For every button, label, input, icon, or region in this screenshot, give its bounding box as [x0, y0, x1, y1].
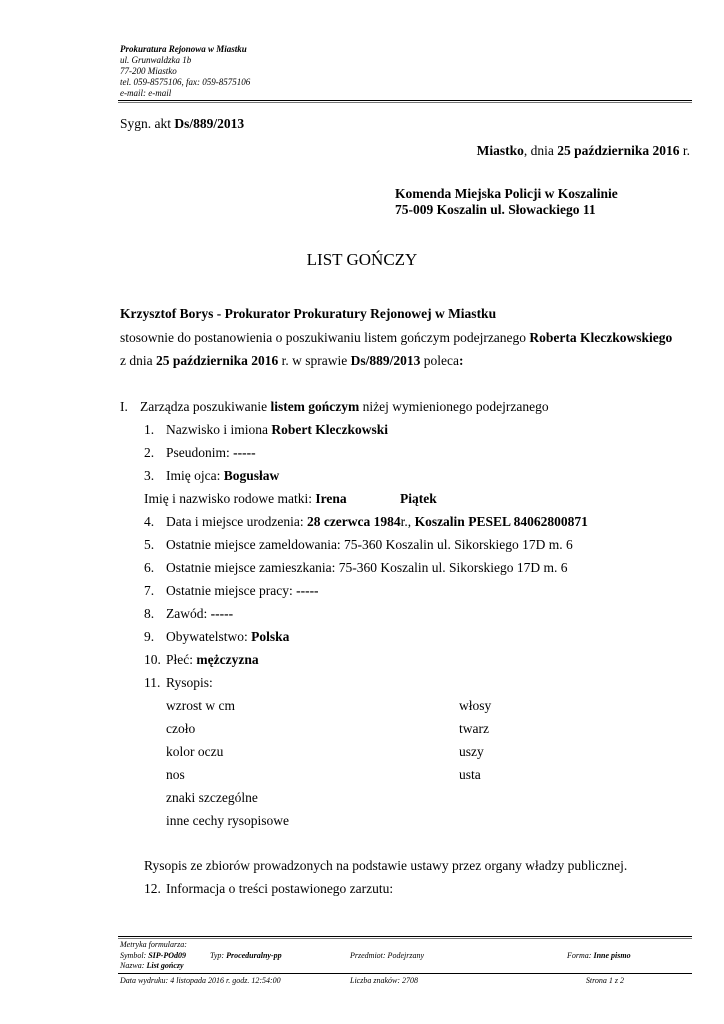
item-12: Informacja o treści postawionego zarzutu: — [166, 881, 394, 896]
section-1-text-a: Zarządza poszukiwanie — [140, 399, 271, 414]
footer-type — [210, 951, 282, 961]
footer-name-label: Nazwa: — [120, 961, 147, 970]
item-2-number: 2. — [144, 445, 155, 460]
mother-name-label: Imię i nazwisko rodowe matki: — [144, 491, 316, 506]
footer-char-count: Liczba znaków: 2708 — [350, 976, 418, 985]
office-email: e-mail: e-mail — [120, 88, 172, 98]
item-10-number: 10. — [144, 652, 161, 667]
rysopis-usta: usta — [459, 767, 481, 782]
item-5-number: 5. — [144, 537, 155, 552]
footer-subject: Przedmiot: Podejrzany — [350, 951, 424, 960]
section-1-text-c: niżej wymienionego podejrzanego — [359, 399, 549, 414]
date-sep: , dnia — [523, 143, 558, 158]
item-4-label: Data i miejsce urodzenia: — [166, 514, 307, 529]
footer-divider-2 — [118, 973, 692, 974]
date-value: 25 października 2016 — [557, 143, 680, 158]
item-1 — [166, 422, 388, 438]
item-9-label: Obywatelstwo: — [166, 629, 252, 644]
intro-line3-c: r. w sprawie — [278, 353, 351, 368]
item-6-number: 6. — [144, 560, 155, 575]
intro-line3 — [120, 353, 464, 369]
office-header — [120, 44, 250, 99]
item-4-number: 4. — [144, 514, 155, 529]
item-7 — [166, 583, 319, 599]
item-11: Rysopis: — [166, 675, 213, 690]
intro-line3-colon: : — [459, 353, 464, 368]
rysopis-kolor-oczu: kolor oczu — [166, 744, 224, 759]
case-signature — [120, 116, 244, 132]
item-7-value: ----- — [296, 583, 319, 598]
item-1-value: Robert Kleczkowski — [271, 422, 388, 437]
item-8-label: Zawód: — [166, 606, 211, 621]
section-1-number: I. — [120, 399, 128, 414]
item-10-value: mężczyzna — [196, 652, 259, 667]
intro-line2-text: stosownie do postanowienia o poszukiwaniu listem gończym podejrzanego — [120, 330, 530, 345]
addressee-line1: Komenda Miejska Policji w Koszalinie — [395, 186, 618, 201]
footer-symbol — [120, 951, 186, 961]
footer-symbol-value: SIP-POd09 — [148, 951, 186, 960]
item-3-label: Imię ojca: — [166, 468, 224, 483]
footer-form-label: Forma: — [567, 951, 594, 960]
rysopis-uszy: uszy — [459, 744, 484, 759]
item-2 — [166, 445, 256, 461]
item-8 — [166, 606, 233, 622]
footer-form — [567, 951, 631, 961]
footer-symbol-label: Symbol: — [120, 951, 149, 960]
section-1-text-b: listem gończym — [270, 399, 360, 414]
document-title-text: LIST GOŃCZY — [306, 250, 418, 269]
addressee-line2: 75-009 Koszalin ul. Słowackiego 11 — [395, 202, 596, 217]
item-4 — [166, 514, 588, 530]
mother-first-name: Irena — [315, 491, 347, 506]
footer-name — [120, 961, 184, 971]
case-signature-value: Ds/889/2013 — [174, 116, 245, 131]
item-4-r: r., — [400, 514, 415, 529]
item-2-value: ----- — [233, 445, 256, 460]
item-10-label: Płeć: — [166, 652, 197, 667]
rysopis-czolo: czoło — [166, 721, 196, 736]
date-place: Miastko — [476, 143, 524, 158]
intro-line3-e: poleca — [420, 353, 459, 368]
item-12-number: 12. — [144, 881, 161, 896]
footer-page-number: Strona 1 z 2 — [585, 976, 624, 985]
item-8-number: 8. — [144, 606, 155, 621]
item-11-number: 11. — [144, 675, 161, 690]
intro-line3-case: Ds/889/2013 — [350, 353, 421, 368]
intro-line3-date: 25 października 2016 — [156, 353, 279, 368]
footer-meta-label: Metryka formularza: — [120, 940, 187, 949]
item-1-label: Nazwisko i imiona — [166, 422, 272, 437]
intro-line2 — [120, 330, 672, 346]
item-3-value: Bogusław — [223, 468, 280, 483]
footer-type-value: Proceduralny-pp — [226, 951, 282, 960]
date-line — [477, 143, 690, 159]
item-6: Ostatnie miejsce zamieszkania: 75-360 Koszalin ul. Sikorskiego 17D m. 6 — [166, 560, 568, 575]
rysopis-inne: inne cechy rysopisowe — [166, 813, 289, 828]
mother-name — [144, 491, 347, 507]
intro-line1: Krzysztof Borys - Prokurator Prokuratury Rejonowej w Miastku — [120, 306, 497, 321]
item-9-value: Polska — [251, 629, 290, 644]
rysopis-note: Rysopis ze zbiorów prowadzonych na podstawie ustawy przez organy władzy publicznej. — [144, 858, 628, 873]
section-1-text — [140, 399, 549, 415]
item-4-place: Koszalin PESEL 84062800871 — [414, 514, 588, 529]
footer-type-label: Typ: — [210, 951, 227, 960]
office-street: ul. Grunwaldzka 1b — [120, 55, 192, 65]
footer-divider — [118, 936, 692, 939]
footer-print-date: Data wydruku: 4 listopada 2016 r. godz. 12:54:00 — [120, 976, 281, 985]
item-10 — [166, 652, 259, 668]
case-signature-label: Sygn. akt — [120, 116, 175, 131]
item-3-number: 3. — [144, 468, 155, 483]
footer-name-value: List gończy — [146, 961, 184, 970]
header-divider — [118, 100, 692, 103]
item-8-value: ----- — [210, 606, 234, 621]
item-2-label: Pseudonim: — [166, 445, 234, 460]
office-name: Prokuratura Rejonowa w Miastku — [120, 44, 247, 54]
office-city: 77-200 Miastko — [120, 66, 177, 76]
item-9-number: 9. — [144, 629, 155, 644]
rysopis-wlosy: włosy — [459, 698, 492, 713]
item-1-number: 1. — [144, 422, 155, 437]
document-title — [0, 250, 724, 270]
item-7-number: 7. — [144, 583, 155, 598]
item-4-date: 28 czerwca 1984 — [306, 514, 401, 529]
rysopis-nos: nos — [166, 767, 185, 782]
date-suffix: r. — [679, 143, 690, 158]
rysopis-znaki: znaki szczególne — [166, 790, 258, 805]
item-3 — [166, 468, 279, 484]
mother-last-name: Piątek — [400, 491, 437, 506]
rysopis-wzrost: wzrost w cm — [166, 698, 235, 713]
footer-form-value: Inne pismo — [593, 951, 631, 960]
rysopis-twarz: twarz — [459, 721, 489, 736]
suspect-name-accusative: Roberta Kleczkowskiego — [529, 330, 673, 345]
item-5: Ostatnie miejsce zameldowania: 75-360 Koszalin ul. Sikorskiego 17D m. 6 — [166, 537, 573, 552]
item-9 — [166, 629, 289, 645]
addressee — [395, 186, 618, 218]
intro-line3-a: z dnia — [120, 353, 156, 368]
item-7-label: Ostatnie miejsce pracy: — [166, 583, 297, 598]
office-phone: tel. 059-8575106, fax: 059-8575106 — [120, 77, 251, 87]
